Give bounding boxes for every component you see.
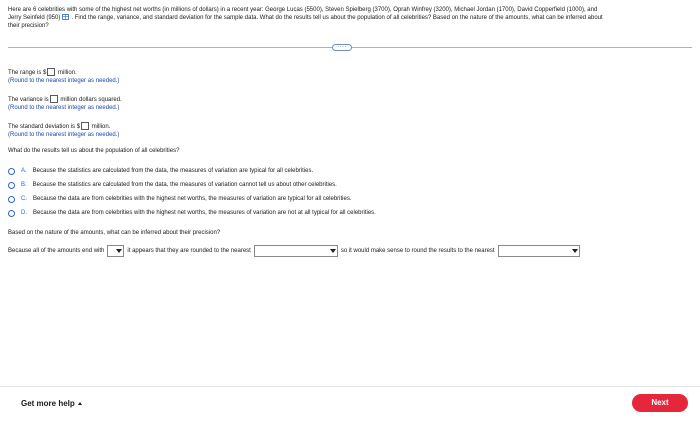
option-c-letter: C. (21, 195, 27, 202)
question-line-3: their precision? (8, 23, 49, 30)
results-question: What do the results tell us about the population of all celebrities? (8, 148, 180, 154)
expand-button[interactable] (332, 44, 352, 51)
option-d[interactable] (8, 208, 376, 218)
range-prefix: The range is $ (8, 70, 47, 76)
option-a-radio[interactable] (8, 168, 15, 175)
caret-up-icon (78, 402, 82, 405)
option-b-letter: B. (21, 181, 27, 188)
question-line-2 (8, 14, 692, 22)
option-b[interactable] (8, 180, 337, 190)
precision-fill-sentence (8, 245, 583, 257)
fill-part-3: so it would make sense to round the results to the nearest (340, 247, 495, 254)
question-text (8, 6, 692, 30)
get-more-help-button[interactable] (21, 399, 82, 410)
range-suffix: million. (58, 70, 77, 76)
fill-part-2: it appears that they are rounded to the nearest (127, 247, 251, 254)
option-c-text: Because the data are from celebrities with the highest net worths, the measures of variation are typical for all celebrities. (33, 195, 352, 202)
stddev-note: (Round to the nearest integer as needed.) (8, 132, 120, 139)
range-note: (Round to the nearest integer as needed.) (8, 78, 120, 85)
option-b-radio[interactable] (8, 182, 15, 189)
expand-label: ···· (337, 44, 347, 50)
question-line-1: Here are 6 celebrities with some of the highest net worths (in millions of dollars) in a recent year: George Lucas (5500), Steven Spielberg (3700), Oprah Winfrey (3200), Michael Jordan (1700), David Copperfield (1000), and (8, 7, 598, 13)
stddev-input[interactable] (81, 122, 89, 130)
stddev-suffix: million. (91, 124, 111, 130)
range-answer (8, 68, 119, 85)
variance-suffix: million dollars squared. (60, 97, 122, 103)
get-more-help-label: Get more help (21, 399, 75, 408)
option-d-radio[interactable] (8, 210, 15, 217)
next-button[interactable]: Next (632, 394, 688, 412)
fill-part-1: Because all of the amounts end with (8, 247, 105, 254)
option-a[interactable] (8, 166, 313, 176)
range-input[interactable] (47, 68, 55, 76)
stddev-answer (8, 122, 119, 139)
option-a-text: Because the statistics are calculated from the data, the measures of variation are typical for all celebrities. (32, 167, 314, 174)
data-table-icon[interactable] (62, 14, 69, 20)
option-c[interactable] (8, 194, 352, 204)
chevron-down-icon (116, 249, 122, 253)
variance-answer (8, 95, 122, 112)
option-c-radio[interactable] (8, 196, 15, 203)
stddev-prefix: The standard deviation is $ (8, 124, 81, 130)
question-line-2-start: Jerry Seinfeld (950) (8, 15, 61, 22)
variance-input[interactable] (50, 95, 58, 103)
chevron-down-icon (330, 249, 336, 253)
footer-divider (0, 386, 700, 387)
chevron-down-icon (572, 249, 578, 253)
option-d-text: Because the data are from celebrities with the highest net worths, the measures of variation are not at all typical for all celebrities. (33, 209, 376, 216)
ending-digit-select[interactable] (107, 245, 124, 257)
option-a-letter: A. (21, 167, 27, 174)
question-line-2-end: . Find the range, variance, and standard deviation for the sample data. What do the results tell us about the population of all celebrities? Based on the nature of the amounts, what can be inferred about (71, 15, 603, 22)
precision-question: Based on the nature of the amounts, what can be inferred about their precision? (8, 230, 221, 236)
variance-note: (Round to the nearest integer as needed.) (8, 105, 120, 112)
variance-prefix: The variance is (8, 97, 49, 103)
option-d-letter: D. (21, 209, 27, 216)
result-rounding-select[interactable] (498, 245, 580, 257)
option-b-text: Because the statistics are calculated from the data, the measures of variation cannot tell us about other celebrities. (32, 181, 337, 188)
rounding-place-select[interactable] (254, 245, 338, 257)
